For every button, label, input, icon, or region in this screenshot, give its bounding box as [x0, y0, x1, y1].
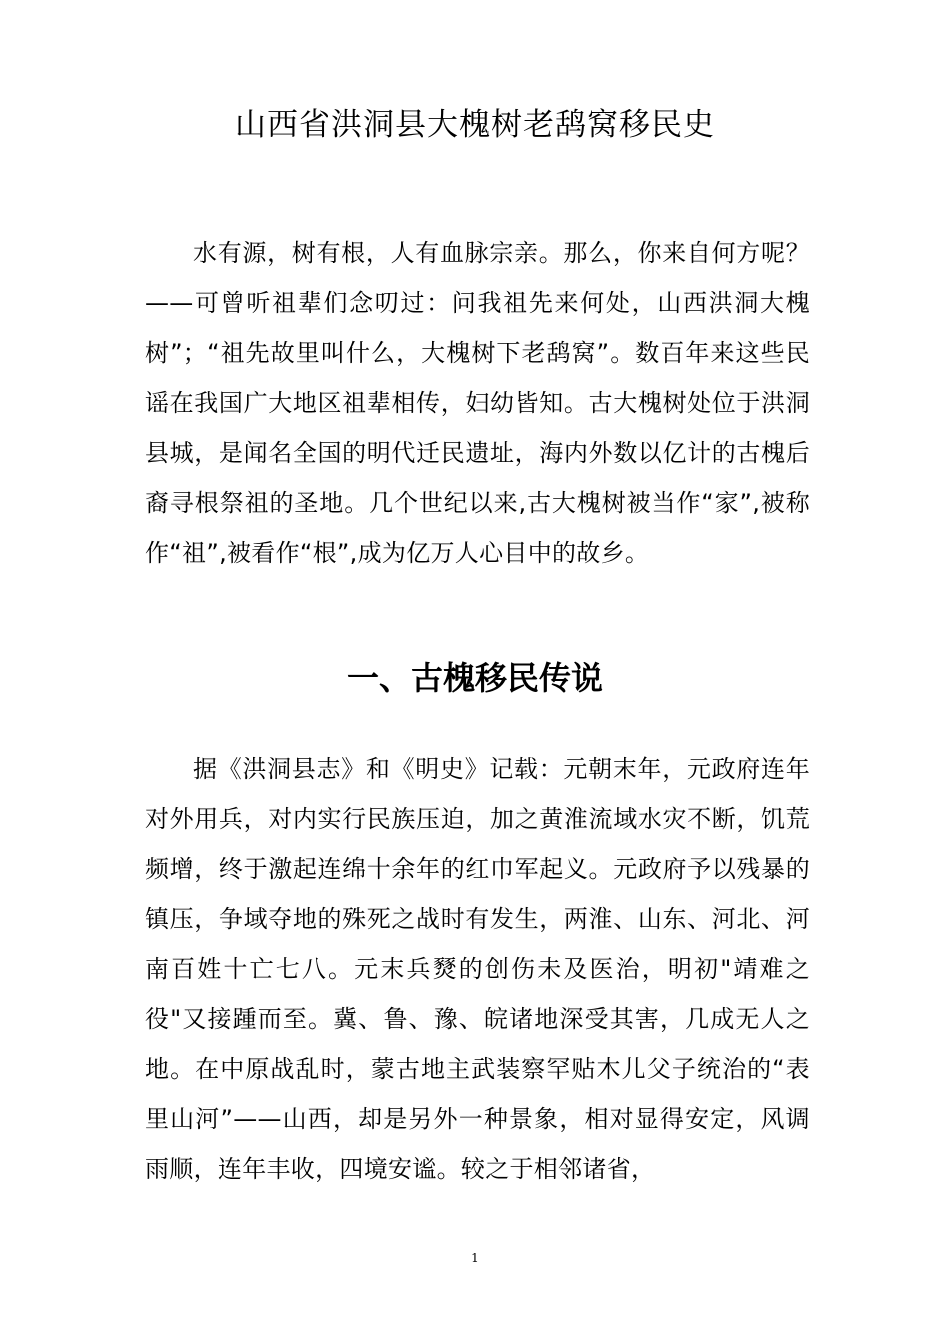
page-number: 1	[471, 1251, 479, 1265]
body-paragraph: 据《洪洞县志》和《明史》记载：元朝末年，元政府连年对外用兵，对内实行民族压迫，加之黄淮流域水灾不断，饥荒频增，终于激起连绵十余年的红巾军起义。元政府予以残暴的镇压，争域夺地的殊死之战时有发生，两淮、山东、河北、河南百姓十亡七八。元末兵燹的创伤未及医治，明初"靖难之役"又接踵而至。冀、鲁、豫、皖诸地深受其害，几成无人之地。在中原战乱时，蒙古地主武装察罕贴木儿父子统治的“表里山河”——山西，却是另外一种景象，相对显得安定，风调雨顺，连年丰收，四境安谧。较之于相邻诸省，	[145, 755, 810, 1183]
intro-paragraph: 水有源，树有根，人有血脉宗亲。那么，你来自何方呢？——可曾听祖辈们念叨过：问我祖先来何处，山西洪洞大槐树”；“祖先故里叫什么，大槐树下老鸹窝”。数百年来这些民谣在我国广大地区祖辈相传，妇幼皆知。古大槐树处位于洪洞县城，是闻名全国的明代迁民遗址，海内外数以亿计的古槐后裔寻根祭祖的圣地。几个世纪以来,古大槐树被当作“家”,被称作“祖”,被看作“根”,成为亿万人心目中的故乡。	[145, 239, 810, 567]
section-heading: 一、古槐移民传说	[346, 659, 603, 697]
document-title: 山西省洪洞县大槐树老鸹窝移民史	[235, 107, 715, 143]
